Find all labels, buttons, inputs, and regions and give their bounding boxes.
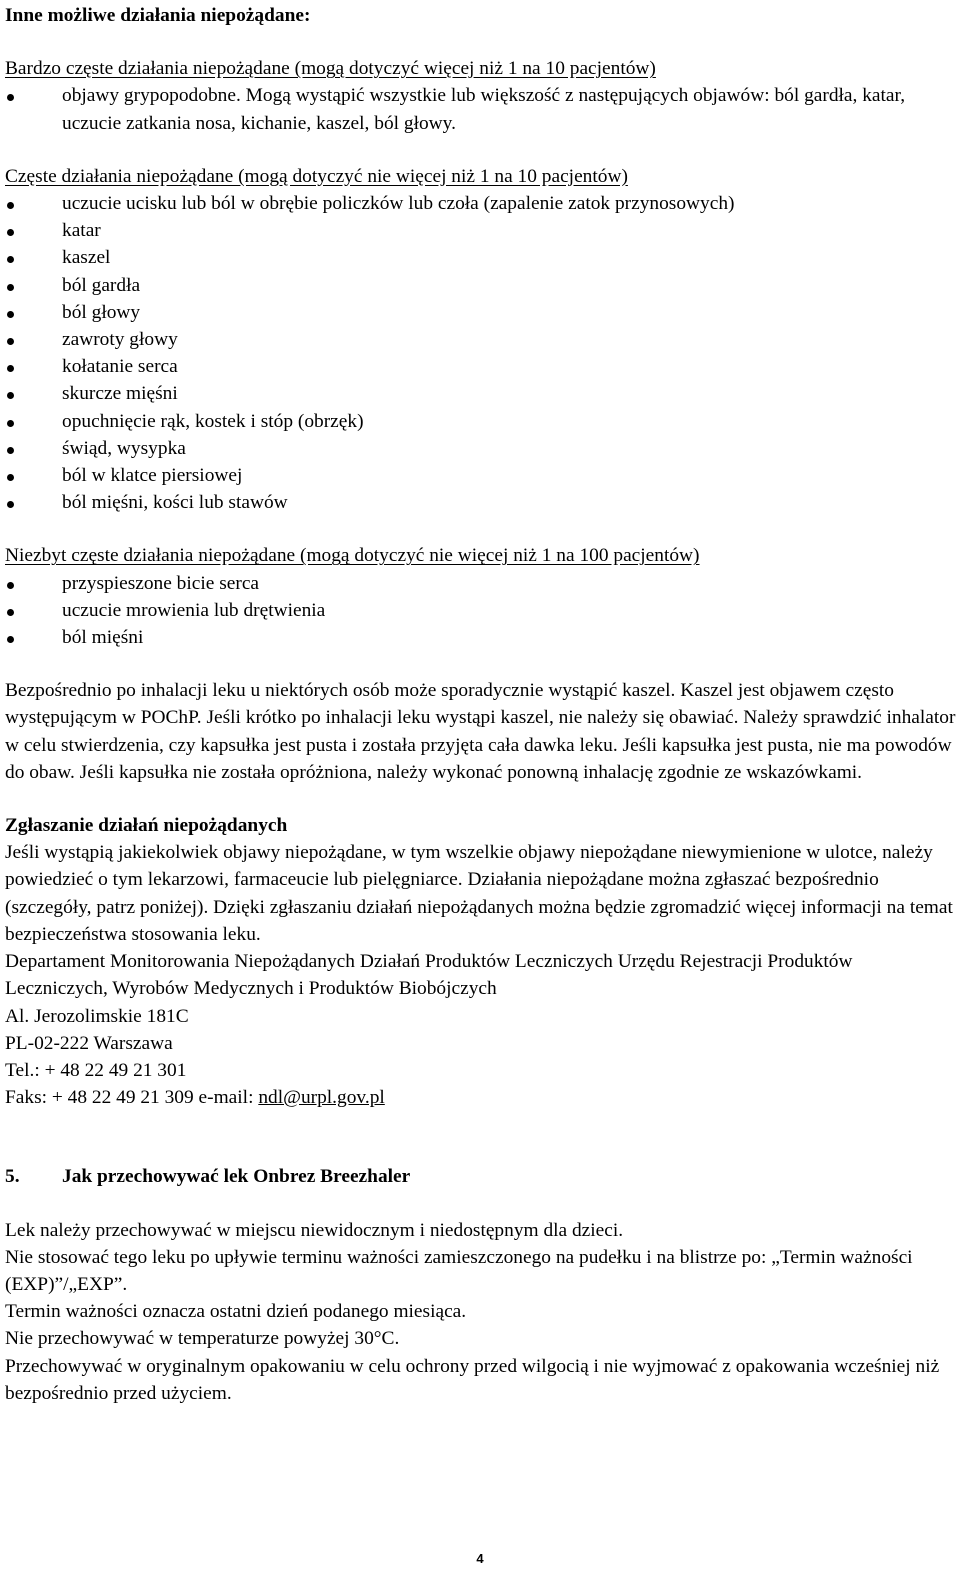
common-heading: Częste działania niepożądane (mogą dotyczyć nie więcej niż 1 na 10 pacjentów) xyxy=(5,165,628,187)
reporting-heading: Zgłaszanie działań niepożądanych xyxy=(5,815,288,837)
very-common-heading: Bardzo częste działania niepożądane (mogą dotyczyć więcej niż 1 na 10 pacjentów) xyxy=(5,58,656,80)
cough-paragraph: Bezpośrednio po inhalacji leku u niektórych osób może sporadycznie wystąpić kaszel. Kaszel jest objawem często występującym w POChP. Jeśli krótko po inhalacji leku wystąpi kaszel, nie należy się obawiać. Należy sprawdzić inhalator w celu stwierdzenia, czy kapsułka jest pusta i została przyjęta cała dawka leku. Jeśli kapsułka jest pusta, nie ma powodów do obaw. Jeśli kapsułka nie została opróżniona, należy wykonać ponowną inhalację zgodnie ze wskazówkami. xyxy=(5,680,956,783)
list-item: uczucie mrowienia lub drętwienia xyxy=(5,597,960,624)
list-item: ból mięśni, kości lub stawów xyxy=(5,489,960,516)
reporting-city: PL-02-222 Warszawa xyxy=(5,1032,173,1054)
list-item: ból gardła xyxy=(5,272,960,299)
spacer xyxy=(5,1191,960,1217)
bullet-icon xyxy=(7,609,14,616)
bullet-icon xyxy=(7,447,14,454)
document-page xyxy=(5,2,960,1407)
bullet-icon xyxy=(7,582,14,589)
list-item: ból głowy xyxy=(5,299,960,326)
spacer xyxy=(5,29,960,55)
bullet-icon xyxy=(7,284,14,291)
very-common-list xyxy=(5,82,960,136)
spacer xyxy=(5,786,960,812)
section-number: 5. xyxy=(5,1166,20,1188)
storage-line: Nie przechowywać w temperaturze powyżej 30°C. xyxy=(5,1328,400,1350)
list-item: zawroty głowy xyxy=(5,326,960,353)
bullet-icon xyxy=(7,420,14,427)
reporting-street: Al. Jerozolimskie 181C xyxy=(5,1005,189,1027)
reporting-department: Departament Monitorowania Niepożądanych Działań Produktów Leczniczych Urzędu Rejestracji Produktów Leczniczych, Wyrobów Medycznych i Produktów Biobójczych xyxy=(5,951,853,1000)
list-item: kołatanie serca xyxy=(5,353,960,380)
list-item: świąd, wysypka xyxy=(5,435,960,462)
spacer xyxy=(5,516,960,542)
storage-heading xyxy=(5,1163,960,1190)
storage-line: Nie stosować tego leku po upływie terminu ważności zamieszczonego na pudełku i na blistrze po: „Termin ważności (EXP)”/„EXP”. xyxy=(5,1246,913,1295)
bullet-icon xyxy=(7,229,14,236)
uncommon-heading: Niezbyt częste działania niepożądane (mogą dotyczyć nie więcej niż 1 na 100 pacjentów) xyxy=(5,545,700,567)
spacer xyxy=(5,1137,960,1163)
storage-line: Przechowywać w oryginalnym opakowaniu w celu ochrony przed wilgocią i nie wyjmować z opakowania wcześniej niż bezpośrednio przed użyciem. xyxy=(5,1355,940,1404)
fax-label: Faks: + 48 22 49 21 309 e-mail: xyxy=(5,1087,259,1109)
list-item: katar xyxy=(5,217,960,244)
uncommon-list xyxy=(5,570,960,652)
reporting-paragraph: Jeśli wystąpią jakiekolwiek objawy niepożądane, w tym wszelkie objawy niepożądane niewymienione w ulotce, należy powiedzieć o tym lekarzowi, farmaceucie lub pielęgniarce. Działania niepożądane można zgłaszać bezpośrednio (szczegóły, patrz poniżej). Dzięki zgłaszaniu działań niepożądanych można będzie zgromadzić więcej informacji na temat bezpieczeństwa stosowania leku. xyxy=(5,842,953,945)
reporting-phone: Tel.: + 48 22 49 21 301 xyxy=(5,1059,187,1081)
bullet-icon xyxy=(7,94,14,101)
list-item: ból mięśni xyxy=(5,624,960,651)
list-item: kaszel xyxy=(5,244,960,271)
spacer xyxy=(5,137,960,163)
list-item: opuchnięcie rąk, kostek i stóp (obrzęk) xyxy=(5,408,960,435)
storage-heading-text: Jak przechowywać lek Onbrez Breezhaler xyxy=(62,1166,411,1188)
spacer xyxy=(5,1111,960,1137)
bullet-icon xyxy=(7,338,14,345)
reporting-fax-email xyxy=(5,1084,960,1111)
bullet-icon xyxy=(7,365,14,372)
email-link[interactable]: ndl@urpl.gov.pl xyxy=(258,1087,385,1109)
list-item: objawy grypopodobne. Mogą wystąpić wszystkie lub większość z następujących objawów: ból gardła, katar, uczucie zatkania nosa, kichanie, kaszel, ból głowy. xyxy=(5,82,960,136)
list-item: uczucie ucisku lub ból w obrębie policzków lub czoła (zapalenie zatok przynosowych) xyxy=(5,190,960,217)
common-list xyxy=(5,190,960,516)
spacer xyxy=(5,651,960,677)
bullet-icon xyxy=(7,392,14,399)
bullet-icon xyxy=(7,311,14,318)
bullet-icon xyxy=(7,501,14,508)
bullet-icon xyxy=(7,256,14,263)
bullet-icon xyxy=(7,636,14,643)
storage-line: Lek należy przechowywać w miejscu niewidocznym i niedostępnym dla dzieci. xyxy=(5,1219,624,1241)
list-item: przyspieszone bicie serca xyxy=(5,570,960,597)
bullet-icon xyxy=(7,202,14,209)
section-title: Inne możliwe działania niepożądane: xyxy=(5,5,311,26)
list-item: ból w klatce piersiowej xyxy=(5,462,960,489)
page-number: 4 xyxy=(476,1551,484,1566)
list-item: skurcze mięśni xyxy=(5,380,960,407)
storage-line: Termin ważności oznacza ostatni dzień podanego miesiąca. xyxy=(5,1301,467,1323)
bullet-icon xyxy=(7,474,14,481)
